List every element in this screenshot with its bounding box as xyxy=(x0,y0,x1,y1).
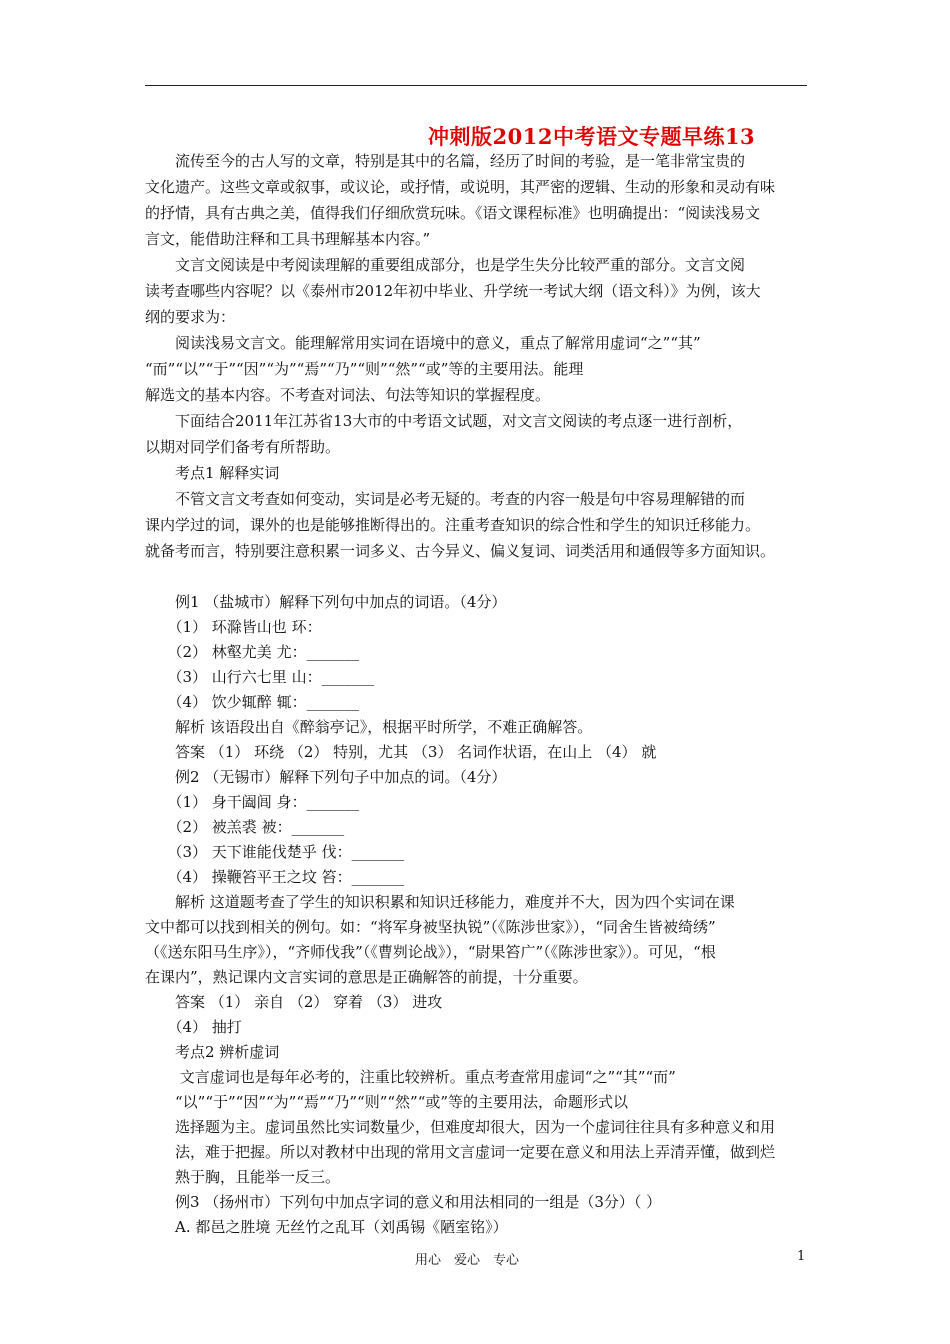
text-line: 言文，能借助注释和工具书理解基本内容。” xyxy=(145,230,431,248)
text-line: （2） 林壑尤美 尤：_______ xyxy=(145,643,360,661)
text-line: 例3 （扬州市）下列句中加点字词的意义和用法相同的一组是（3分）（ ） xyxy=(145,1193,662,1211)
text-line: 法，难于把握。所以对教材中出现的常用文言虚词一定要在意义和用法上弄清弄懂，做到烂 xyxy=(145,1143,776,1161)
text-line: 课内学过的词，课外的也是能够推断得出的。注重考查知识的综合性和学生的知识迁移能力。 xyxy=(145,516,761,534)
text-line: 选择题为主。虚词虽然比实词数量少，但难度却很大，因为一个虚词往往具有多种意义和用 xyxy=(145,1118,776,1136)
footer-motto: 用心 爱心 专心 xyxy=(415,1253,520,1268)
text-line: 纲的要求为： xyxy=(145,308,236,326)
text-line: 的抒情，具有古典之美，值得我们仔细欣赏玩味。《语文课程标准》也明确提出：“阅读浅易文 xyxy=(145,204,761,222)
text-line: 熟于胸，且能举一反三。 xyxy=(145,1168,341,1186)
text-line: 文言虚词也是每年必考的，注重比较辨析。重点考查常用虚词“之”“其”“而” xyxy=(145,1068,676,1086)
text-line: “以”“于”“因”“为”“焉”“乃”“则”“然”“或”等的主要用法，命题形式以 xyxy=(145,1093,629,1111)
text-line: 考点2 辨析虚词 xyxy=(145,1043,280,1061)
header-rule xyxy=(145,85,807,86)
text-line: 考点1 解释实词 xyxy=(145,464,280,482)
text-line: 文化遗产。这些文章或叙事，或议论，或抒情，或说明，其严密的逻辑、生动的形象和灵动有味 xyxy=(145,178,776,196)
text-line: （1） 环滁皆山也 环： xyxy=(145,618,322,636)
text-line: 解选文的基本内容。不考查对词法、句法等知识的掌握程度。 xyxy=(145,386,551,404)
text-line: 答案 （1） 亲自 （2） 穿着 （3） 进攻 xyxy=(145,993,443,1011)
text-line: （4） 操鞭笞平王之坟 笞：_______ xyxy=(145,868,405,886)
text-line: A. 都邑之胜境 无丝竹之乱耳（刘禹锡《陋室铭》） xyxy=(145,1218,508,1236)
text-line: 阅读浅易文言文。能理解常用实词在语境中的意义，重点了解常用虚词“之”“其” xyxy=(145,334,701,352)
text-line: （《送东阳马生序》），“齐师伐我”（《曹刿论战》），“尉果笞广”（《陈涉世家》）。可见，“根 xyxy=(145,943,716,961)
text-line: “而”“以”“于”“因”“为”“焉”“乃”“则”“然”“或”等的主要用法。能理 xyxy=(145,360,584,378)
text-line: 文言文阅读是中考阅读理解的重要组成部分，也是学生失分比较严重的部分。文言文阅 xyxy=(145,256,746,274)
text-line: 例1 （盐城市）解释下列句中加点的词语。（4分） xyxy=(145,593,507,611)
text-line: 读考查哪些内容呢？以《泰州市2012年初中毕业、升学统一考试大纲（语文科）》为例，该大 xyxy=(145,282,761,300)
text-line: 以期对同学们备考有所帮助。 xyxy=(145,438,341,456)
text-line: 例2 （无锡市）解释下列句子中加点的词。（4分） xyxy=(145,768,507,786)
text-line: 不管文言文考查如何变动，实词是必考无疑的。考查的内容一般是句中容易理解错的而 xyxy=(145,490,746,508)
document-title: 冲刺版2012中考语文专题早练13 xyxy=(428,124,756,149)
page-number: 1 xyxy=(797,1249,806,1264)
text-line: 解析 该语段出自《醉翁亭记》，根据平时所学，不难正确解答。 xyxy=(145,718,593,736)
text-line: 流传至今的古人写的文章，特别是其中的名篇，经历了时间的考验，是一笔非常宝贵的 xyxy=(145,152,746,170)
text-line: 解析 这道题考查了学生的知识积累和知识迁移能力，难度并不大，因为四个实词在课 xyxy=(145,893,735,911)
text-line: （1） 身干阖闾 身：_______ xyxy=(145,793,360,811)
text-line: （3） 山行六七里 山：_______ xyxy=(145,668,375,686)
text-line: （4） 饮少辄醉 辄：_______ xyxy=(145,693,360,711)
text-line: 文中都可以找到相关的例句。如：“将军身被坚执锐”（《陈涉世家》），“同舍生皆被绮绣” xyxy=(145,918,716,936)
text-line: （2） 被羔裘 被：_______ xyxy=(145,818,345,836)
text-line: 答案 （1） 环绕 （2） 特别，尤其 （3） 名词作状语，在山上 （4） 就 xyxy=(145,743,657,761)
text-line: 就备考而言，特别要注意积累一词多义、古今异义、偏义复词、词类活用和通假等多方面知识。 xyxy=(145,542,776,560)
text-line: 下面结合2011年江苏省13大市的中考语文试题，对文言文阅读的考点逐一进行剖析， xyxy=(145,412,743,430)
text-line: （3） 天下谁能伐楚乎 伐：_______ xyxy=(145,843,405,861)
text-line: 在课内”，熟记课内文言实词的意思是正确解答的前提，十分重要。 xyxy=(145,968,588,986)
text-line: （4） 抽打 xyxy=(145,1018,242,1036)
